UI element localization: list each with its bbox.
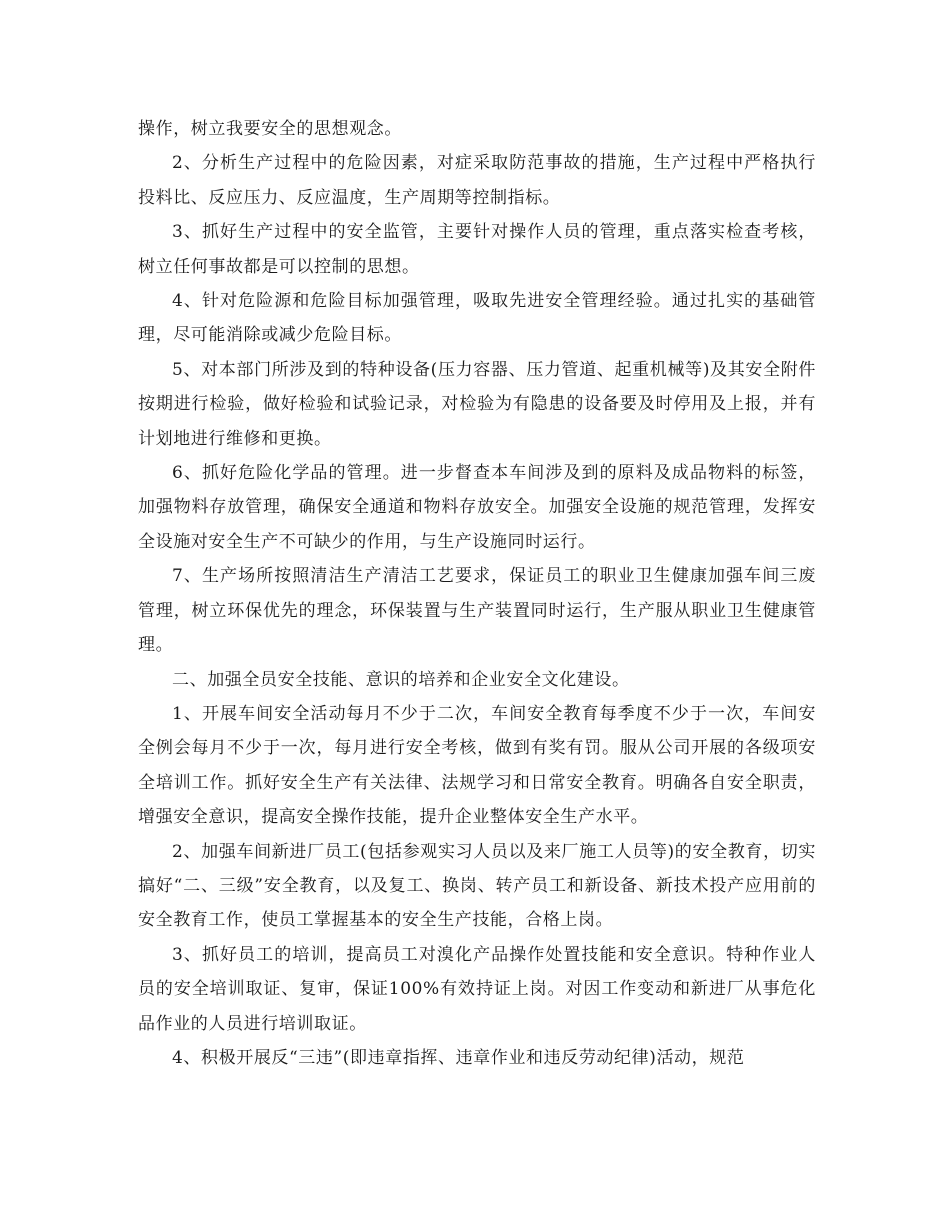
paragraph-section2-item-4: 4、积极开展反“三违”(即违章指挥、违章作业和违反劳动纪律)活动，规范 [172,1047,745,1068]
paragraph-item-2-hazard-analysis: 2、分析生产过程中的危险因素，对症采取防范事故的措施，生产过程中严格执行投料比、反应压力、反应温度，生产周期等控制指标。 [138,153,816,208]
paragraph-section2-item-3: 3、抓好员工的培训，提高员工对溴化产品操作处置技能和安全意识。特种作业人员的安全培训取证、复审，保证100%有效持证上岗。对因工作变动和新进厂从事危化品作业的人员进行培训取证。 [138,944,816,1034]
section-heading-2: 二、加强全员安全技能、意识的培养和企业安全文化建设。 [172,669,630,690]
paragraph-section2-item-1: 1、开展车间安全活动每月不少于二次，车间安全教育每季度不少于一次，车间安全例会每月不少于一次，每月进行安全考核，做到有奖有罚。服从公司开展的各级项安全培训工作。抓好安全生产有关法律、法规学习和日常安全教育。明确各自安全职责，增强安全意识，提高安全操作技能，提升企业整体安全生产水平。 [138,703,816,828]
paragraph-item-6-hazardous-chemicals: 6、抓好危险化学品的管理。进一步督查本车间涉及到的原料及成品物料的标签，加强物料存放管理，确保安全通道和物料存放安全。加强安全设施的规范管理，发挥安全设施对安全生产不可缺少的作用，与生产设施同时运行。 [138,463,816,552]
paragraph-continuation: 操作，树立我要安全的思想观念。 [138,119,402,139]
paragraph-section2-item-2: 2、加强车间新进厂员工(包括参观实习人员以及来厂施工人员等)的安全教育，切实搞好“二、三级”安全教育，以及复工、换岗、转产员工和新设备、新技术投产应用前的安全教育工作，使员工掌握基本的安全生产技能，合格上岗。 [138,841,816,931]
paragraph-item-7-clean-production: 7、生产场所按照清洁生产清洁工艺要求，保证员工的职业卫生健康加强车间三废管理，树立环保优先的理念，环保装置与生产装置同时运行，生产服从职业卫生健康管理。 [138,566,816,656]
paragraph-item-5-special-equipment: 5、对本部门所涉及到的特种设备(压力容器、压力管道、起重机械等)及其安全附件按期进行检验，做好检验和试验记录，对检验为有隐患的设备要及时停用及上报，并有计划地进行维修和更换。 [138,359,816,449]
paragraph-item-4-hazard-source: 4、针对危险源和危险目标加强管理，吸取先进安全管理经验。通过扎实的基础管理，尽可能消除或减少危险目标。 [138,291,816,346]
document-body [138,112,816,1075]
paragraph-item-3-safety-supervision: 3、抓好生产过程中的安全监管，主要针对操作人员的管理，重点落实检查考核，树立任何事故都是可以控制的思想。 [138,222,816,277]
